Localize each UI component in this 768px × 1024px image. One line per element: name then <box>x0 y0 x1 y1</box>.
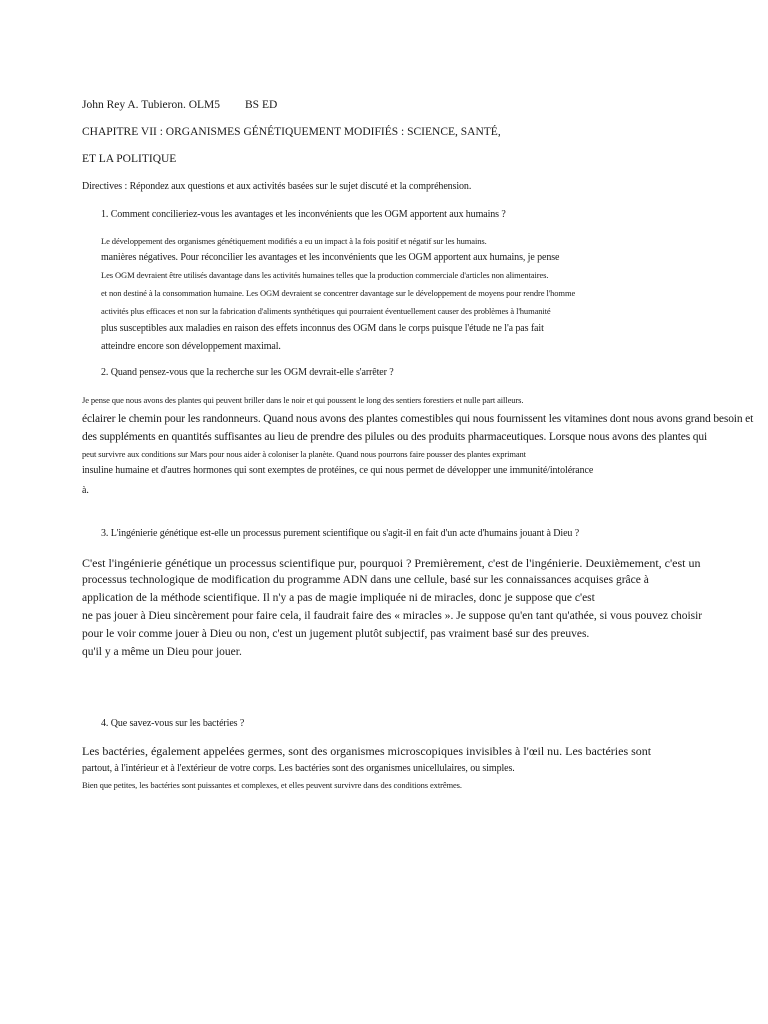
answer-2-line: à. <box>82 485 89 496</box>
answer-1-line: activités plus efficaces et non sur la fabrication d'aliments synthétiques qui pourraient éventuellement causer des problèmes à l'humanité <box>101 306 551 316</box>
chapter-title-line-2: ET LA POLITIQUE <box>82 153 177 165</box>
answer-2-line: Je pense que nous avons des plantes qui peuvent briller dans le noir et qui poussent le long des sentiers forestiers et nulle part ailleurs. <box>82 395 524 405</box>
directives-text: Directives : Répondez aux questions et aux activités basées sur le sujet discuté et la compréhension. <box>82 181 472 192</box>
question-4: 4. Que savez-vous sur les bactéries ? <box>101 718 245 729</box>
question-1: 1. Comment concilieriez-vous les avantages et les inconvénients que les OGM apportent aux humains ? <box>101 210 506 220</box>
question-3: 3. L'ingénierie génétique est-elle un processus purement scientifique ou s'agit-il en fait d'un acte d'humains jouant à Dieu ? <box>101 528 580 539</box>
answer-1-line: Le développement des organismes génétiquement modifiés a eu un impact à la fois positif et négatif sur les humains. <box>101 236 487 246</box>
answer-3-line: ne pas jouer à Dieu sincèrement pour faire cela, il faudrait faire des « miracles ». Je suppose qu'en tant qu'athée, si vous pouvez choisir <box>82 610 703 622</box>
answer-1-line: et non destiné à la consommation humaine. Les OGM devraient se concentrer davantage sur le développement de moyens pour rendre l'homme <box>101 288 576 298</box>
answer-2-line: éclairer le chemin pour les randonneurs. Quand nous avons des plantes comestibles qui nous fournissent les vitamines dont nous avons grand besoin et <box>82 413 754 425</box>
answer-3-line: pour le voir comme jouer à Dieu ou non, c'est un jugement plutôt subjectif, pas vraiment basé sur des preuves. <box>82 628 590 640</box>
answer-1-line: manières négatives. Pour réconcilier les avantages et les inconvénients que les OGM apportent aux humains, je pense <box>101 252 560 263</box>
answer-4-line: partout, à l'intérieur et à l'extérieur de votre corps. Les bactéries sont des organismes unicellulaires, ou simples. <box>82 763 515 774</box>
answer-2-line: insuline humaine et d'autres hormones qui sont exemptes de protéines, ce qui nous permet de développer une immunité/intolérance <box>82 465 594 476</box>
answer-1-line: plus susceptibles aux maladies en raison des effets inconnus des OGM dans le corps puisque l'étude ne l'a pas fait <box>101 323 544 334</box>
program-label: BS ED <box>245 99 278 111</box>
answer-2-line: des suppléments en quantités suffisantes au lieu de prendre des pilules ou des produits pharmaceutiques. Lorsque nous avons des plantes qui <box>82 431 708 443</box>
answer-3-line: qu'il y a même un Dieu pour jouer. <box>82 646 242 658</box>
answer-1-line: atteindre encore son développement maximal. <box>101 341 281 352</box>
answer-4-line: Bien que petites, les bactéries sont puissantes et complexes, et elles peuvent survivre dans des conditions extrêmes. <box>82 780 462 790</box>
answer-2-line: peut survivre aux conditions sur Mars pour nous aider à coloniser la planète. Quand nous pourrons faire pousser des plantes exprimant <box>82 449 526 459</box>
answer-4-line: Les bactéries, également appelées germes, sont des organismes microscopiques invisibles à l'œil nu. Les bactéries sont <box>82 744 652 758</box>
question-2: 2. Quand pensez-vous que la recherche sur les OGM devrait-elle s'arrêter ? <box>101 367 394 378</box>
answer-3-line: C'est l'ingénierie génétique un processus scientifique pur, pourquoi ? Premièrement, c'est de l'ingénierie. Deuxièmement, c'est un <box>82 556 701 570</box>
author-name: John Rey A. Tubieron. OLM5 <box>82 99 221 111</box>
answer-1-line: Les OGM devraient être utilisés davantage dans les activités humaines telles que la production commerciale d'articles non alimentaires. <box>101 270 549 280</box>
answer-3-line: processus technologique de modification du programme ADN dans une cellule, basé sur les connaissances acquises grâce à <box>82 574 649 586</box>
chapter-title-line-1: CHAPITRE VII : ORGANISMES GÉNÉTIQUEMENT MODIFIÉS : SCIENCE, SANTÉ, <box>82 126 501 138</box>
answer-3-line: application de la méthode scientifique. Il n'y a pas de magie impliquée ni de miracles, donc je suppose que c'est <box>82 592 595 604</box>
